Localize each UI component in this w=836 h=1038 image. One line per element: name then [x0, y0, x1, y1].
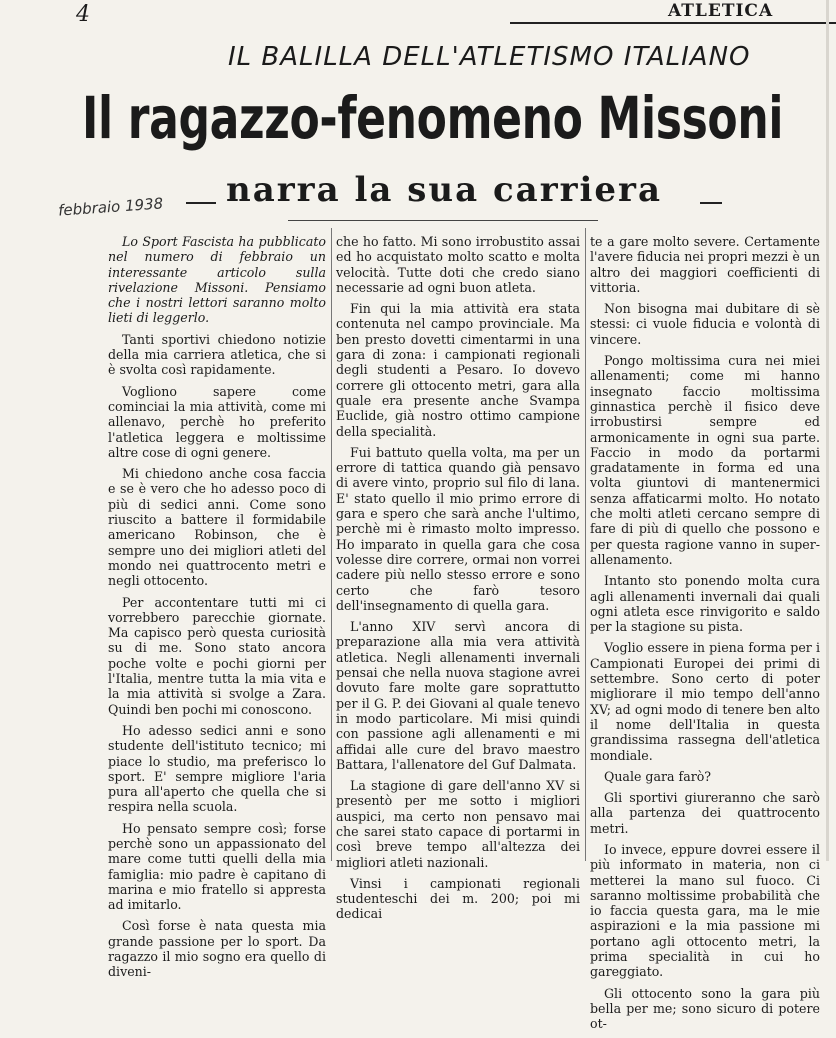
paragraph: Intanto sto ponendo molta cura agli allenamenti invernali dai quali ogni atleta esce rinvigorito e saldo per la stagione su pista. [590, 573, 820, 635]
paragraph: Voglio essere in piena forma per i Campionati Europei dei primi di settembre. Sono certo di poter migliorare il mio tempo dell'anno XV; ad ogni modo di tenere ben alto il nome dell'Italia in questa grandissima rassegna dell'atletica mondiale. [590, 640, 820, 763]
subhead-dash-left [186, 202, 216, 204]
intro-paragraph: Lo Sport Fascista ha pubblicato nel numero di febbraio un interessante articolo sulla rivelazione Missoni. Pensiamo che i nostri lettori saranno molto lieti di leggerlo. [108, 234, 326, 326]
paragraph: Quale gara farò? [604, 768, 712, 784]
paragraph: Pongo moltissima cura nei miei allenamenti; come mi hanno insegnato faccio moltissima ginnastica perchè il fisico deve irrobustirsi sempre ed armonicamente in ogni sua parte. Faccio in modo da portarmi gradatamente in forma ed una volta giuntovi di mantenermici senza affaticarmi molto. Ho notato che molti atleti cercano sempre di fare di più di quello che possono e per questa ragione vanno in super-allenamento. [590, 353, 820, 567]
column-3 [590, 234, 820, 1038]
title-underline [288, 220, 598, 221]
kicker: IL BALILLA DELL'ATLETISMO ITALIANO [228, 42, 751, 72]
paragraph: Per accontentare tutti mi ci vorrebbero parecchie giornate. Ma capisco però questa curiosità su di me. Sono stato ancora poche volte e pochi giorni per l'Italia, mentre tutta la mia vita e la mia attività si svolge a Zara. Quindi ben pochi mi conoscono. [108, 594, 326, 717]
paragraph: L'anno XIV servì ancora di preparazione alla mia vera attività atletica. Negli allenamenti invernali pensai che nella nuova stagione avrei dovuto fare molte gare soprattutto per il G. P. dei Giovani al quale tenevo in modo particolare. Mi misi quindi con passione agli allenamenti e mi affidai alle cure del bravo maestro Battara, l'allenatore del Guf Dalmata. [336, 619, 580, 772]
handwritten-note: febbraio 1938 [57, 194, 164, 220]
paragraph: Io invece, eppure dovrei essere il più informato in materia, non ci metterei la mano sul fuoco. Ci saranno moltissime probabilità che io faccia questa gara, ma le mie aspirazioni e la mia passione mi portano agli ottocento metri, la prima specialità in cui ho gareggiato. [590, 841, 820, 980]
paragraph: Gli ottocento sono la gara più bella per me; sono sicuro di potere ot- [590, 985, 820, 1032]
paragraph: Gli sportivi giureranno che sarò alla partenza dei quattrocento metri. [590, 790, 820, 836]
paragraph: Mi chiedono anche cosa faccia e se è vero che ho adesso poco di più di sedici anni. Come sono riuscito a battere il formidabile americano Robinson, che è sempre uno dei migliori atleti del mondo nei quattrocento metri e negli ottocento. [108, 466, 326, 589]
paragraph: te a gare molto severe. Certamente l'avere fiducia nei propri mezzi è un altro dei maggiori coefficienti di vittoria. [590, 234, 820, 295]
paragraph: Ho pensato sempre così; forse perchè sono un appassionato del mare come tutti quelli della mia famiglia: mio padre è capitano di marina e mio fratello si appresta ad imitarlo. [108, 820, 326, 913]
column-rule [585, 228, 586, 861]
subhead-dash-right [700, 202, 722, 204]
headline: Il ragazzo-fenomeno Missoni [82, 84, 784, 152]
subheadline: narra la sua carriera [226, 170, 663, 210]
paragraph: Così forse è nata questa mia grande passione per lo sport. Da ragazzo il mio sogno era quello di diveni- [108, 918, 326, 980]
column-1 [108, 234, 326, 986]
page-edge [826, 0, 829, 861]
paragraph: Ho adesso sedici anni e sono studente dell'istituto tecnico; mi piace lo studio, ma preferisco lo sport. E' sempre migliore l'aria pura all'aperto che quella che si respira nella scuola. [108, 722, 326, 815]
paragraph: Fui battuto quella volta, ma per un errore di tattica quando già pensavo di avere vinto, proprio sul filo di lana. E' stato quello il mio primo errore di gara e spero che sarà anche l'ultimo, perchè mi è rimasto molto impresso. Ho imparato in quella gara che cosa volesse dire correre, ormai non vorrei cadere più nello stesso errore e sono certo che farò tesoro dell'insegnamento di quella gara. [336, 444, 580, 613]
paragraph: Vinsi i campionati regionali studenteschi dei m. 200; poi mi dedicai [336, 875, 580, 922]
paragraph: Tanti sportivi chiedono notizie della mia carriera atletica, che si è svolta così rapidamente. [108, 331, 326, 378]
paragraph: Non bisogna mai dubitare di sè stessi: ci vuole fiducia e volontà di vincere. [590, 301, 820, 347]
paragraph: La stagione di gare dell'anno XV si presentò per me sotto i migliori auspici, ma certo non pensavo mai che sarei stato capace di portarmi in così breve tempo all'altezza dei migliori atleti nazionali. [336, 778, 580, 870]
paragraph: Fin qui la mia attività era stata contenuta nel campo provinciale. Ma ben presto dovetti cimentarmi in una gara di zona: i campionati regionali degli studenti a Pesaro. Io dovevo correre gli ottocento metri, gara alla quale era presente anche Svampa Euclide, già nostro ottimo campione della specialità. [336, 301, 580, 439]
header-rule [510, 22, 836, 24]
page-number: 4 [76, 2, 90, 27]
paragraph: che ho fatto. Mi sono irrobustito assai ed ho acquistato molto scatto e molta velocità. Tutte doti che credo siano necessarie ad ogni buon atleta. [336, 234, 580, 295]
paragraph: Vogliono sapere come cominciai la mia attività, come mi allenavo, perchè ho preferito l'atletica leggera e moltissime altre cose di ogni genere. [108, 383, 326, 460]
column-2 [336, 234, 580, 928]
magazine-title: ATLETICA [668, 1, 774, 21]
column-rule [331, 228, 332, 861]
